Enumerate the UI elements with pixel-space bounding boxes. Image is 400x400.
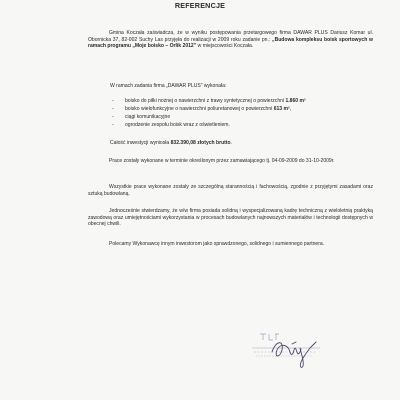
intro-paragraph	[88, 30, 373, 50]
list-item: - ciągi komunikacyjne	[112, 113, 372, 121]
stamp-icon	[252, 334, 320, 356]
intro-location: w miejscowości Koczała.	[196, 43, 254, 50]
quality-paragraph: Wszystkie prace wykonane zostały ze szczególną starannością i fachowością, zgodnie z przyjętymi zasadami oraz sztuką budowlaną.	[88, 184, 373, 197]
list-item: - ogrodzenie zespołu boisk wraz z oświetleniem.	[112, 121, 372, 129]
signature-icon	[272, 342, 316, 367]
cost-amount: 832.390,08 złotych brutto	[170, 140, 231, 146]
list-item: - boisko wielofunkcyjne o nawierzchni poliuretanowej o powierzchni 613 m²,	[112, 105, 372, 113]
area-value: 613 m²	[273, 106, 290, 112]
scope-intro: W ramach zadania firma „DAWAR PLUS” wykonała:	[110, 83, 227, 89]
area-value: 1.860 m²	[285, 98, 306, 104]
project-name: „Budowa kompleksu boisk sportowych w ramach programu „Moje boisko – Orlik 2012”	[88, 36, 373, 50]
cost-paragraph: Całość inwestycji wyniosła 832.390,08 złotych brutto.	[110, 140, 233, 146]
stamp-and-signature	[230, 322, 350, 372]
list-item: - boisko do piłki nożnej o nawierzchni z trawy syntetycznej o powierzchni 1.860 m²	[112, 97, 372, 105]
letter-title: REFERENCJE	[174, 1, 226, 10]
dates-paragraph: Prace zostały wykonane w terminie określonym przez zamawiającego tj. 04-09-2009 do 31-10-2009r.	[109, 158, 335, 164]
recommend-paragraph: Polecamy Wykonawcę innym inwestorom jako sprawdzonego, solidnego i sumiennego partnera.	[109, 241, 325, 247]
staff-paragraph: Jednocześnie stwierdzamy, że w/w firma posiada solidną i wyspecjalizowaną kadrę techniczną z wieloletnią praktyką zawodową oraz umiejętnościami wykorzystania w procesach budowlanych najnowszych materiałów i technologii dostępnych w obecnej chwili.	[88, 208, 373, 228]
works-list	[112, 97, 372, 129]
intro-text: Gmina Koczała zaświadcza, że w wyniku postępowania przetargowego firma DAWAR PLUS Dariusz Komar ul. Obornicka 37, 82-002 Suchy Las przyjęła do realizacji w 2009 roku zadanie pn.:	[88, 30, 373, 43]
